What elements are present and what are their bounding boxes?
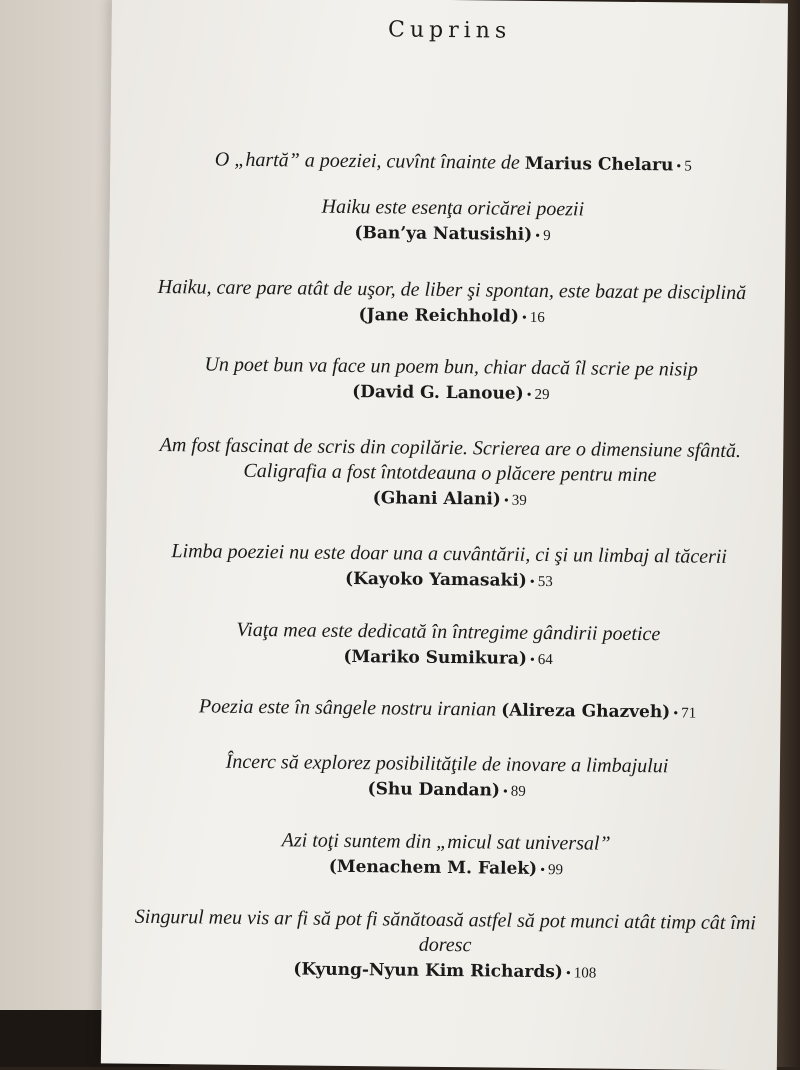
entry-author: (Menachem M. Falek) (328, 856, 538, 879)
entry-page-number: 29 (534, 386, 550, 404)
bullet-separator: • (529, 652, 535, 668)
entry-author: (Ghani Alani) (372, 488, 502, 510)
toc-entry (134, 694, 760, 728)
bullet-separator: • (540, 862, 546, 879)
bullet-separator: • (503, 493, 509, 509)
entry-quote: Haiku este esenţa oricărei poezii (321, 195, 585, 221)
entry-page-number: 39 (511, 492, 527, 509)
entry-author: (Alireza Ghazveh) (501, 700, 671, 723)
entry-author: (Shu Dandan) (367, 779, 501, 801)
entry-author: (Jane Reichhold) (358, 305, 520, 327)
toc-entry (139, 275, 766, 334)
toc-entry (132, 905, 759, 989)
entry-quote: Singurul meu vis ar fi să pot fi sănătoasă astfel să pot munci atât timp cât îmi doresc (134, 905, 757, 957)
entry-quote: Încerc să explorez posibilităţile de inovare a limbajului (225, 750, 669, 778)
entry-page-number: 89 (510, 783, 526, 800)
toc-entry (136, 539, 763, 598)
toc-entry (135, 617, 762, 676)
bullet-separator: • (502, 784, 508, 800)
entry-page-number: 71 (681, 705, 697, 722)
entry-author: (Kyung-Nyun Kim Richards) (293, 959, 564, 983)
entry-author: (Mariko Sumikura) (343, 646, 528, 669)
entry-quote: Un poet bun va face un poem bun, chiar dacă îl scrie pe nisip (204, 353, 698, 381)
entry-author: (Ban’ya Natusishi) (354, 223, 533, 245)
page-title: Cuprins (387, 17, 512, 44)
entry-page-number: 9 (543, 227, 551, 245)
toc-entry (133, 827, 760, 886)
entry-quote: Azi toţi suntem din „micul sat universal” (281, 829, 611, 855)
bullet-separator: • (535, 228, 541, 244)
entry-quote: Viaţa mea este dedicată în întregime gândirii poetice (236, 618, 661, 646)
entry-quote: Poezia este în sângele nostru iranian (198, 695, 497, 721)
entry-quote: Am fost fascinat de scris din copilărie. Scrierea are o dimensiune sfântă. Caligrafia a fost întotdeauna o plăcere pentru mine (159, 433, 742, 487)
bullet-separator: • (565, 966, 571, 982)
entry-page-number: 99 (547, 862, 564, 879)
entry-page-number: 16 (529, 309, 545, 327)
toc-entry (138, 352, 765, 411)
entry-page-number: 108 (573, 965, 597, 982)
toc-entry (137, 433, 764, 517)
entry-quote: O „hartă” a poeziei, cuvînt înainte de (214, 148, 520, 174)
bullet-separator: • (676, 159, 682, 175)
entry-author: Marius Chelaru (524, 153, 674, 176)
entry-author: (David G. Lanoue) (352, 381, 524, 404)
entry-page-number: 5 (684, 158, 692, 175)
bullet-separator: • (673, 706, 679, 722)
entry-page-number: 64 (537, 651, 553, 669)
entry-quote: Haiku, care pare atât de uşor, de liber şi spontan, este bazat pe disciplină (157, 275, 747, 305)
toc-entry (140, 147, 766, 181)
bullet-separator: • (521, 310, 527, 326)
toc-entry (139, 193, 766, 252)
book-page (101, 0, 788, 1070)
entry-author: (Kayoko Yamasaki) (344, 568, 527, 591)
bullet-separator: • (526, 387, 532, 403)
toc-entry (134, 749, 761, 808)
entry-page-number: 53 (537, 573, 553, 591)
entry-quote: Limba poeziei nu este doar una a cuvântării, ci şi un limbaj al tăcerii (171, 540, 728, 568)
bullet-separator: • (529, 574, 535, 590)
